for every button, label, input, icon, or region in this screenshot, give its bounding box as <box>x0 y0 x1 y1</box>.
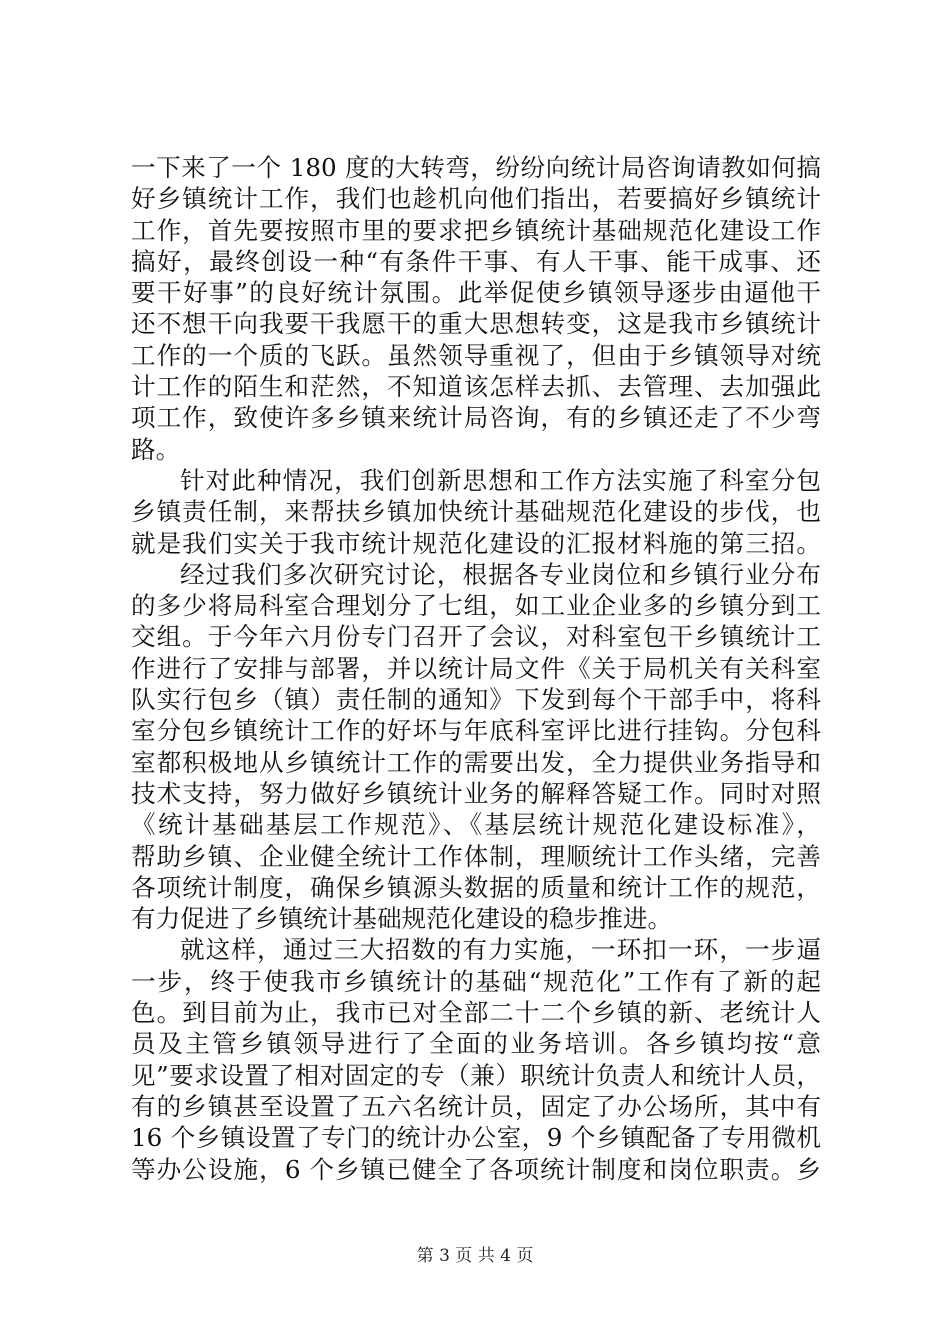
text-line: 各项统计制度，确保乡镇源头数据的质量和统计工作的规范， <box>131 872 821 902</box>
text-line: 针对此种情况，我们创新思想和工作方法实施了科室分包 <box>180 465 821 495</box>
text-line: 色。到目前为止，我市已对全部二十二个乡镇的新、老统计人 <box>131 998 821 1028</box>
text-line: 就这样，通过三大招数的有力实施，一环扣一环，一步逼 <box>180 935 821 965</box>
text-line: 一下来了一个 180 度的大转弯，纷纷向统计局咨询请教如何搞 <box>131 153 821 182</box>
text-line: 一步，终于使我市乡镇统计的基础“规范化”工作有了新的起 <box>131 966 821 996</box>
text-line: 队实行包乡（镇）责任制的通知》下发到每个干部手中，将科 <box>131 685 821 715</box>
text-line: 工作的一个质的飞跃。虽然领导重视了，但由于乡镇领导对统 <box>131 340 821 370</box>
text-line: 乡镇责任制，来帮扶乡镇加快统计基础规范化建设的步伐，也 <box>131 497 821 527</box>
text-line: 路。 <box>131 434 181 464</box>
text-line: 作进行了安排与部署，并以统计局文件《关于局机关有关科室 <box>131 653 821 683</box>
text-line: 见”要求设置了相对固定的专（兼）职统计负责人和统计人员， <box>131 1060 821 1090</box>
text-line: 《统计基础基层工作规范》、《基层统计规范化建设标准》， <box>131 810 821 840</box>
text-line: 经过我们多次研究讨论，根据各专业岗位和乡镇行业分布 <box>180 559 821 589</box>
text-line: 计工作的陌生和茫然，不知道该怎样去抓、去管理、去加强此 <box>131 372 821 402</box>
document-body <box>131 152 821 1185</box>
text-line: 帮助乡镇、企业健全统计工作体制，理顺统计工作头绪，完善 <box>131 841 821 871</box>
text-line: 技术支持，努力做好乡镇统计业务的解释答疑工作。同时对照 <box>131 778 821 808</box>
text-line: 要干好事”的良好统计氛围。此举促使乡镇领导逐步由逼他干 <box>131 278 821 308</box>
text-line: 室分包乡镇统计工作的好坏与年底科室评比进行挂钩。分包科 <box>131 716 821 746</box>
text-line: 有力促进了乡镇统计基础规范化建设的稳步推进。 <box>131 904 673 934</box>
page-footer: 第 3 页 共 4 页 <box>416 1246 534 1266</box>
text-line: 工作，首先要按照市里的要求把乡镇统计基础规范化建设工作 <box>131 215 821 245</box>
text-line: 的多少将局科室合理划分了七组，如工业企业多的乡镇分到工 <box>131 591 821 621</box>
text-line: 就是我们实关于我市统计规范化建设的汇报材料施的第三招。 <box>131 528 821 558</box>
text-line: 搞好，最终创设一种“有条件干事、有人干事、能干成事、还 <box>131 246 821 276</box>
text-line: 16 个乡镇设置了专门的统计办公室，9 个乡镇配备了专用微机 <box>131 1123 821 1153</box>
text-line: 员及主管乡镇领导进行了全面的业务培训。各乡镇均按“意 <box>131 1029 821 1059</box>
text-line: 好乡镇统计工作，我们也趁机向他们指出，若要搞好乡镇统计 <box>131 184 821 214</box>
text-line: 等办公设施，6 个乡镇已健全了各项统计制度和岗位职责。乡 <box>131 1154 821 1184</box>
text-line: 还不想干向我要干我愿干的重大思想转变，这是我市乡镇统计 <box>131 309 821 339</box>
text-line: 项工作，致使许多乡镇来统计局咨询，有的乡镇还走了不少弯 <box>131 403 821 433</box>
text-line: 室都积极地从乡镇统计工作的需要出发，全力提供业务指导和 <box>131 747 821 777</box>
text-line: 交组。于今年六月份专门召开了会议，对科室包干乡镇统计工 <box>131 622 821 652</box>
text-line: 有的乡镇甚至设置了五六名统计员，固定了办公场所，其中有 <box>131 1091 821 1121</box>
